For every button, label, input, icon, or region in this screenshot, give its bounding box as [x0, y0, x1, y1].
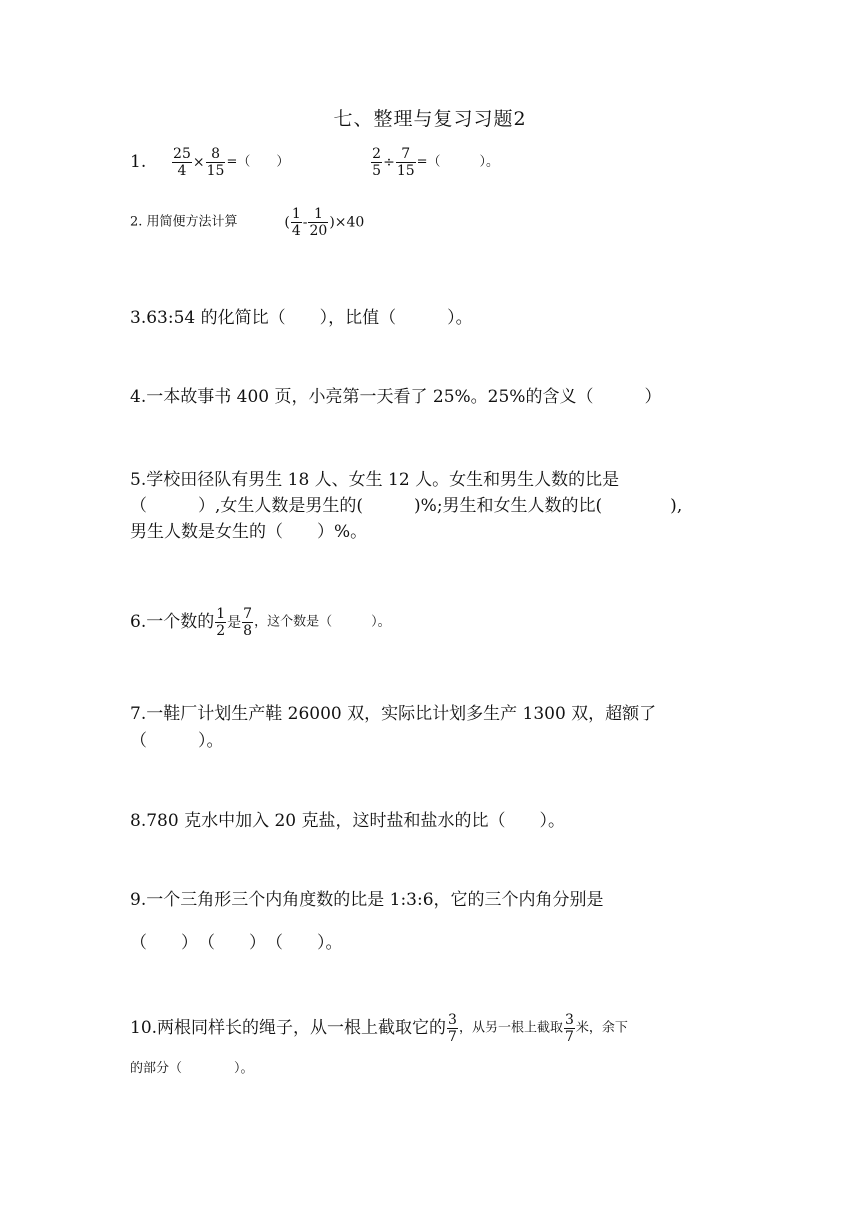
page-title: 七、整理与复习习题2 — [333, 108, 527, 130]
question-7-line-2: （ ）。 — [130, 731, 224, 751]
fraction: $\frac{3}{7}$ — [564, 1012, 574, 1045]
fraction: $\frac{1}{20}$ — [309, 206, 328, 239]
question-6: 6.一个数的 $\frac{1}{2}$ 是 $\frac{7}{8}$ ，这个数是（ ）。 — [130, 606, 391, 639]
answer-blank: =（ ） — [226, 154, 290, 170]
answer-blank: ，这个数是（ ）。 — [254, 614, 391, 630]
fraction: $\frac{25}{4}$ — [173, 146, 191, 179]
question-number: 1. — [130, 152, 147, 172]
question-7-line-1: 7.一鞋厂计划生产鞋 26000 双，实际比计划多生产 1300 双，超额了 — [130, 704, 657, 724]
answer-blank: =（ ）。 — [416, 154, 500, 170]
question-5-line-2: （ ）,女生人数是男生的( )%;男生和女生人数的比( ), — [130, 496, 683, 516]
fraction: $\frac{7}{15}$ — [396, 146, 415, 179]
question-10: 10.两根同样长的绳子，从一根上截取它的 $\frac{3}{7}$ ，从另一根上截取 $\frac{3}{7}$ 米，余下 — [130, 1012, 628, 1045]
fraction: $\frac{8}{15}$ — [206, 146, 225, 179]
question-2: 2. 用简便方法计算 ( $\frac{1}{4}$ - $\frac{1}{20}$ )×40 — [130, 206, 365, 239]
question-9-line-1: 9.一个三角形三个内角度数的比是 1:3:6，它的三个内角分别是 — [130, 890, 604, 910]
fraction: $\frac{1}{2}$ — [216, 606, 226, 639]
fraction: $\frac{1}{4}$ — [291, 206, 301, 239]
question-8: 8.780 克水中加入 20 克盐，这时盐和盐水的比（ ）。 — [130, 811, 566, 831]
question-5-line-3: 男生人数是女生的（ ）%。 — [130, 522, 368, 542]
question-3: 3.63:54 的化简比（ ），比值（ ）。 — [130, 308, 473, 328]
question-1: 1. $\frac{25}{4}$ × $\frac{8}{15}$ =（ ） $\frac{2}{5}$ ÷ $\frac{7}{15}$ =（ ）。 — [130, 146, 500, 179]
question-text: 2. 用简便方法计算 — [130, 214, 238, 230]
fraction: $\frac{7}{8}$ — [243, 606, 253, 639]
question-4: 4.一本故事书 400 页，小亮第一天看了 25%。25%的含义（ ） — [130, 387, 662, 407]
question-5-line-1: 5.学校田径队有男生 18 人、女生 12 人。女生和男生人数的比是 — [130, 470, 620, 490]
question-10-line-2: 的部分（ ）。 — [130, 1061, 254, 1076]
fraction: $\frac{3}{7}$ — [448, 1012, 457, 1045]
question-9-line-2: （ ） （ ） （ ）。 — [130, 933, 343, 953]
fraction: $\frac{2}{5}$ — [372, 146, 382, 179]
